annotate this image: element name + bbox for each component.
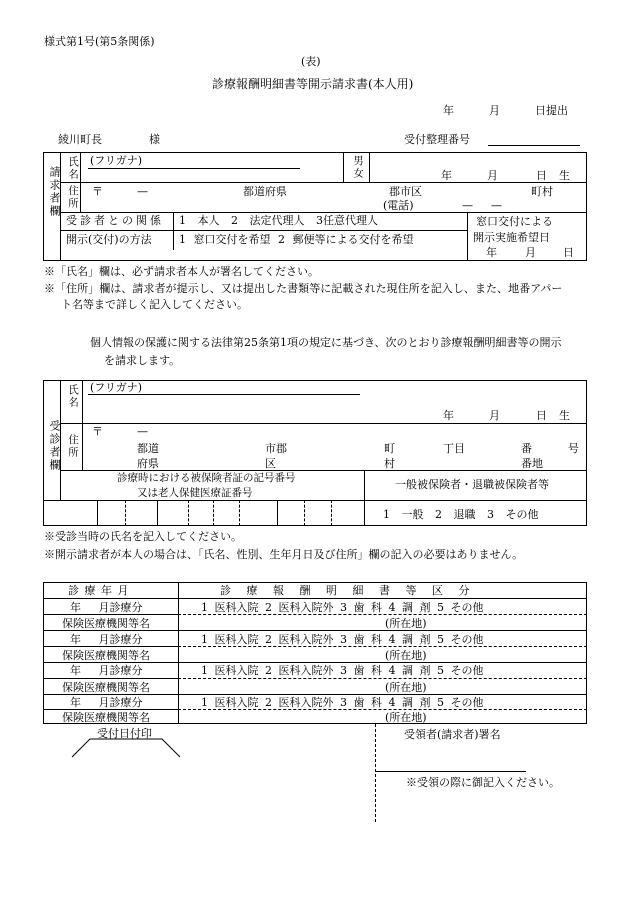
requester-phone-label: (電話) [383,199,414,212]
method-options[interactable]: 1 窓口交付を希望 2 郵便等による交付を希望 [179,233,414,246]
requester-prefecture: 都道府県 [243,185,287,198]
record-month-1: 年 月診療分 [70,601,143,614]
patient-birth-year: 年 [443,409,454,422]
patient-section-label: 受診者欄 [48,420,61,472]
patient-banchi: 番地 [521,457,543,470]
note-address-2: ト名等まで詳しく記入してください。 [61,298,248,311]
insured-type-options[interactable]: 1 一般 2 退職 3 その他 [383,508,539,521]
requester-birth-month: 月 [487,169,498,182]
record-facility-4: 保険医療機関等名 [62,711,150,724]
record-location-1: (所在地) [385,617,427,630]
page-title: 診療報酬明細書等開示請求書(本人用) [212,77,414,91]
record-options-2[interactable]: 1 医科入院 2 医科入院外 3 歯 科 4 調 剤 5 その他 [201,633,484,646]
requester-postal-dash: — [137,185,148,198]
relation-label: 受診者との関係 [66,214,164,227]
patient-furigana-label: (フリガナ) [90,381,143,394]
insurance-number-label-1: 診療時における被保険者証の記号番号 [117,472,296,484]
patient-machi: 町 [384,442,395,455]
submit-date-day: 日提出 [535,104,568,117]
requester-name-label: 氏名 [67,156,79,181]
requester-furigana-label: (フリガナ) [90,154,143,167]
signature-divider [375,724,376,822]
submit-date-month: 月 [489,104,500,117]
record-facility-2: 保険医療機関等名 [62,649,150,662]
record-month-3: 年 月診療分 [70,664,143,677]
record-facility-1: 保険医療機関等名 [62,617,150,630]
requester-chouson: 町村 [531,185,553,198]
requester-address-label: 住所 [67,185,79,210]
reception-stamp-label: 受付日付印 [97,727,152,740]
insurance-number-label-2: 又は老人保健医療証番号 [137,487,253,499]
patient-postal-dash: — [137,425,148,438]
patient-address-label: 住所 [67,434,79,459]
patient-birth-month: 月 [489,409,500,422]
patient-furigana-line[interactable] [88,394,360,395]
addressee-honorific: 様 [149,133,160,146]
receiver-signature-label: 受領者(請求者)署名 [404,728,501,741]
record-location-2: (所在地) [385,649,427,662]
note-address-1: ※「住所」欄は、請求者が提示し、又は提出した書類等に記載された現住所を記入し、また、地番アパー [44,282,563,295]
note-patient-name: ※受診当時の氏名を記入してください。 [44,530,242,543]
patient-ban: 番 [521,442,532,455]
receiver-signature-line[interactable] [376,771,526,772]
record-facility-3: 保険医療機関等名 [62,681,150,694]
requester-section-label: 請求者欄 [48,166,61,218]
requester-phone-dash-1: — [462,199,473,212]
insured-type-label: 一般被保険者・退職被保険者等 [395,478,549,491]
record-options-4[interactable]: 1 医科入院 2 医科入院外 3 歯 科 4 調 剤 5 その他 [201,696,484,709]
window-date-line2: 開示実施希望日 [473,231,550,244]
statement-line-1: 個人情報の保護に関する法律第25条第1項の規定に基づき、次のとおり診療報酬明細書等の開示 [90,336,562,349]
reception-number-label: 受付整理番号 [404,133,470,146]
statement-line-2: を請求します。 [104,354,181,367]
window-date-year: 年 [486,246,497,259]
insurance-number-boxes[interactable] [331,500,332,526]
patient-todo: 都道 [137,442,159,455]
record-location-4: (所在地) [385,711,427,724]
reception-stamp-area [70,737,182,759]
window-date-day: 日 [563,246,574,259]
patient-choume: 丁目 [443,442,465,455]
note-name-signature: ※「氏名」欄は、必ず請求者本人が署名してください。 [44,265,319,278]
relation-options[interactable]: 1 本人 2 法定代理人 3任意代理人 [179,214,378,227]
record-options-1[interactable]: 1 医科入院 2 医科入院外 3 歯 科 4 調 剤 5 その他 [201,601,484,614]
form-number: 様式第1号(第5条関係) [44,35,155,48]
method-label: 開示(交付)の方法 [66,233,152,246]
requester-furigana-line[interactable] [88,168,300,169]
window-date-month: 月 [525,246,536,259]
record-month-2: 年 月診療分 [70,633,143,646]
addressee: 綾川町長 [58,133,102,146]
receiver-note: ※受領の際に御記入ください。 [406,776,560,789]
requester-sex-label[interactable]: 男女 [352,155,364,180]
window-date-line1: 窓口交付による [476,215,553,228]
patient-gou: 号 [568,442,579,455]
records-col1-header: 診 療 年 月 [68,584,130,597]
reception-number-line[interactable] [488,145,580,146]
patient-mura: 村 [384,457,395,470]
record-month-4: 年 月診療分 [70,696,143,709]
note-self-request: ※開示請求者が本人の場合は、「氏名、性別、生年月日及び住所」欄の記入の必要はありません。 [44,548,524,561]
patient-fuken: 府県 [137,457,159,470]
patient-shigun: 市郡 [265,442,287,455]
record-location-3: (所在地) [385,681,427,694]
patient-name-label: 氏名 [67,384,79,409]
submit-date-year: 年 [443,104,454,117]
form-side: (表) [301,55,321,68]
records-col2-header: 診 療 報 酬 明 細 書 等 区 分 [220,584,470,597]
record-options-3[interactable]: 1 医科入院 2 医科入院外 3 歯 科 4 調 剤 5 その他 [201,664,484,677]
patient-birth-day: 日生 [536,409,582,422]
patient-ku: 区 [265,457,276,470]
requester-postal-mark: 〒 [92,185,103,198]
requester-phone-dash-2: — [491,199,502,212]
requester-gunshiku: 郡市区 [389,185,422,198]
requester-birth-year: 年 [441,169,452,182]
requester-birth-day: 日生 [536,169,582,182]
patient-postal-mark: 〒 [92,425,103,438]
